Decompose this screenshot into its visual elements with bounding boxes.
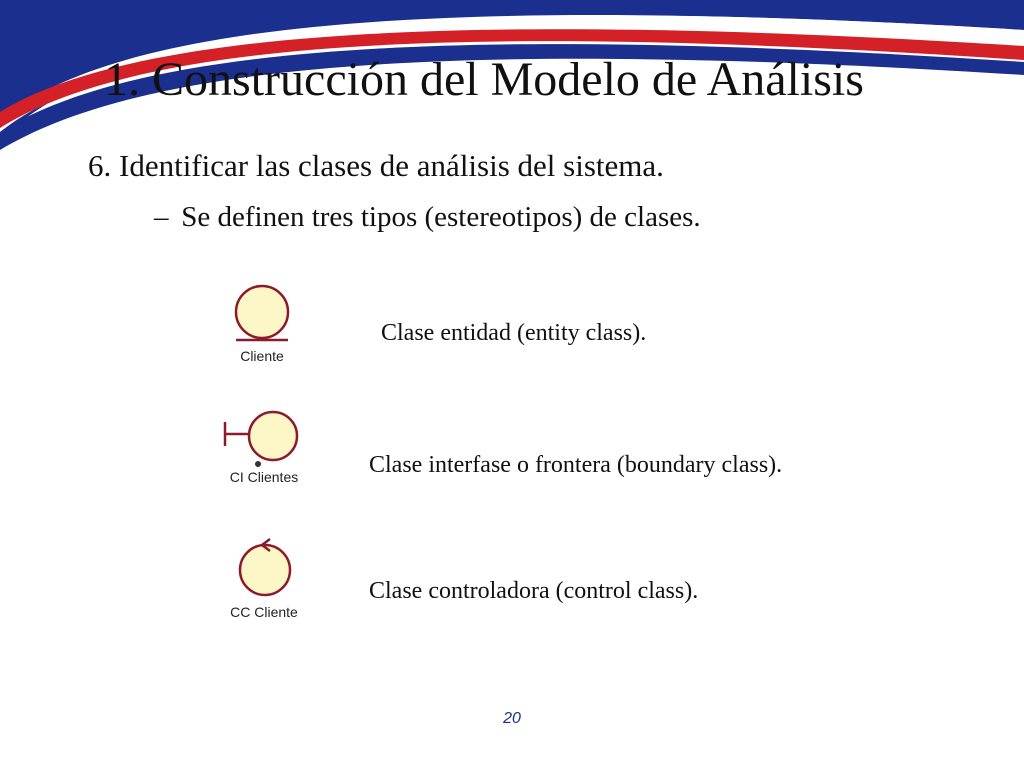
- bullet-identify-classes: 6. Identificar las clases de análisis del sistema.: [88, 148, 664, 183]
- page-number: 20: [503, 710, 521, 727]
- boundary-class-description: Clase interfase o frontera (boundary class).: [369, 452, 783, 478]
- slide-title: 1. Construcción del Modelo de Análisis: [104, 53, 864, 106]
- entity-class-label: Cliente: [240, 348, 284, 364]
- control-class-icon: [234, 536, 298, 600]
- control-class-label: CC Cliente: [230, 604, 298, 620]
- boundary-class-icon: [220, 408, 310, 472]
- boundary-class-label: CI Clientes: [229, 469, 299, 485]
- sub-bullet-dash: –: [154, 201, 169, 233]
- control-class-description: Clase controladora (control class).: [369, 578, 699, 604]
- sub-bullet-text: Se definen tres tipos (estereotipos) de clases.: [181, 201, 701, 233]
- sub-bullet-three-types: [154, 201, 701, 234]
- entity-class-icon: [230, 280, 300, 350]
- entity-class-description: Clase entidad (entity class).: [381, 320, 647, 346]
